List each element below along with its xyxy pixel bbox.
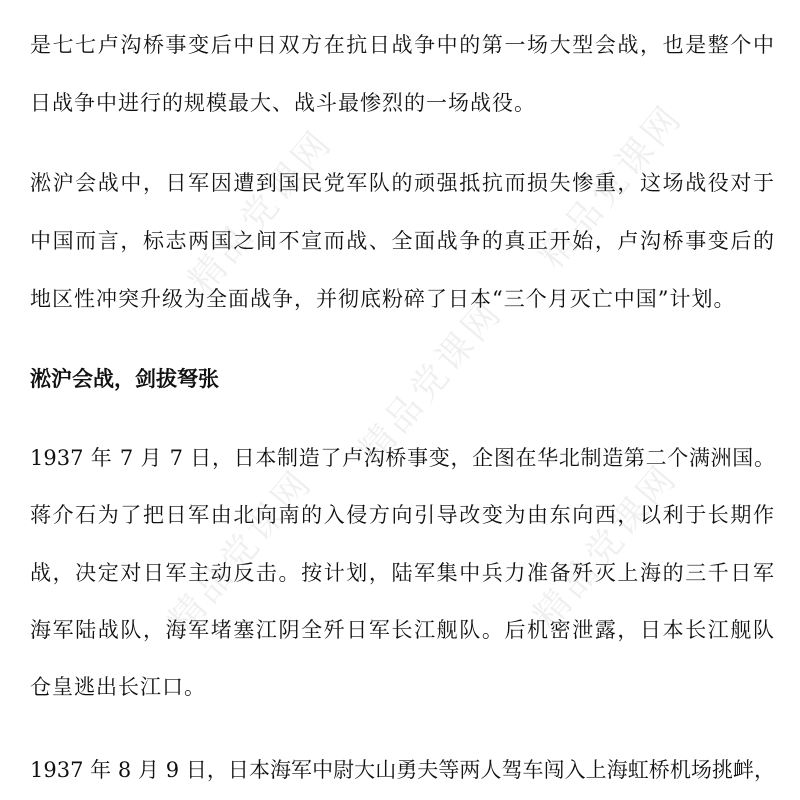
paragraph-line: 1937 年 7 月 7 日，日本制造了卢沟桥事变，企图在华北制造第二个满洲国。 bbox=[30, 446, 775, 470]
watermark: 精品党课网 bbox=[526, 456, 687, 637]
watermark: 精品党课网 bbox=[351, 291, 512, 472]
paragraph-line: 海军陆战队，海军堵塞江阴全歼日军长江舰队。后机密泄露，日本长江舰队 bbox=[30, 618, 775, 642]
paragraph-line: 中国而言，标志两国之间不宣而战、全面战争的真正开始，卢沟桥事变后的 bbox=[30, 229, 775, 253]
paragraph-line: 蒋介石为了把日军由北向南的入侵方向引导改变为由东向西，以利于长期作 bbox=[30, 503, 775, 527]
paragraph-line: 仓皇逃出长江口。 bbox=[30, 675, 206, 699]
watermark: 精品党课网 bbox=[531, 96, 692, 277]
paragraph-line: 是七七卢沟桥事变后中日双方在抗日战争中的第一场大型会战，也是整个中 bbox=[30, 33, 775, 57]
watermark: 精品党课网 bbox=[161, 461, 322, 642]
paragraph-line: 淞沪会战中，日军因遭到国民党军队的顽强抵抗而损失惨重，这场战役对于 bbox=[30, 171, 775, 195]
watermark: 精品党课网 bbox=[181, 121, 342, 302]
paragraph-line: 战，决定对日军主动反击。按计划，陆军集中兵力准备歼灭上海的三千日军 bbox=[30, 561, 775, 585]
paragraph-line: 1937 年 8 月 9 日，日本海军中尉大山勇夫等两人驾车闯入上海虹桥机场挑衅， bbox=[30, 758, 775, 782]
paragraph-line: 地区性冲突升级为全面战争，并彻底粉碎了日本“三个月灭亡中国”计划。 bbox=[30, 287, 736, 311]
paragraph-line: 日战争中进行的规模最大、战斗最惨烈的一场战役。 bbox=[30, 91, 536, 115]
section-heading: 淞沪会战，剑拔弩张 bbox=[30, 367, 219, 391]
